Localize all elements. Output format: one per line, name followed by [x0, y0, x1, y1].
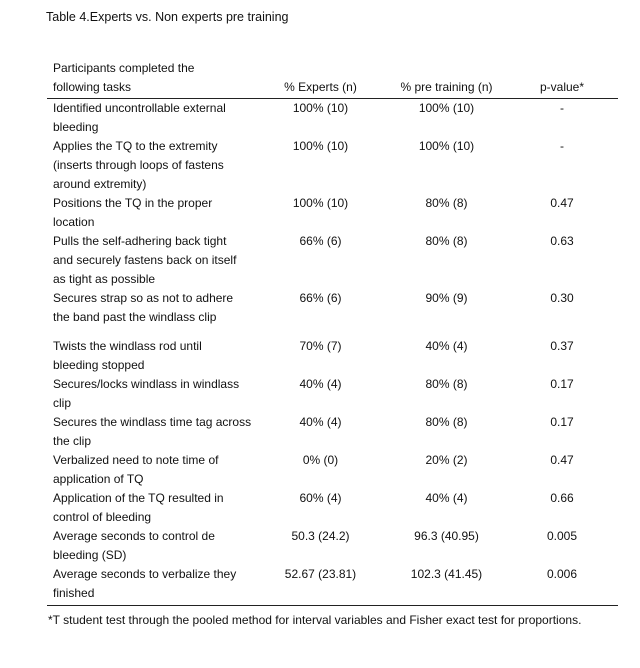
table-row: [47, 375, 618, 413]
p-value-cell: 0.17: [550, 415, 574, 429]
experts-cell: 60% (4): [299, 491, 342, 505]
task-line: Positions the TQ in the proper: [53, 196, 213, 210]
task-line: Secures/locks windlass in windlass: [53, 377, 240, 391]
table-row: [47, 99, 618, 137]
task-cell: [47, 565, 259, 603]
task-cell: [47, 289, 259, 327]
table-body: [47, 99, 618, 603]
task-cell: [47, 337, 259, 375]
task-line: Applies the TQ to the extremity: [53, 139, 218, 153]
table-row: [47, 413, 618, 451]
task-line: Twists the windlass rod until: [53, 339, 202, 353]
task-cell: [47, 375, 259, 413]
table-row: [47, 451, 618, 489]
table-row: [47, 337, 618, 375]
pre-training-cell: 80% (8): [425, 377, 468, 391]
task-line: Verbalized need to note time of: [53, 453, 219, 467]
header-task: [47, 59, 259, 97]
task-line: (inserts through loops of fastens: [53, 158, 224, 172]
task-line: application of TQ: [53, 472, 144, 486]
task-cell: [47, 527, 259, 565]
task-line: bleeding (SD): [53, 548, 127, 562]
header-p-value: p-value*: [539, 80, 585, 94]
pre-training-cell: 100% (10): [418, 139, 475, 153]
table-row: [47, 527, 618, 565]
task-line: Secures the windlass time tag across: [53, 415, 252, 429]
experts-cell: 50.3 (24.2): [291, 529, 350, 543]
p-value-cell: 0.005: [546, 529, 578, 543]
pre-training-cell: 80% (8): [425, 415, 468, 429]
task-line: clip: [53, 396, 72, 410]
experts-cell: 70% (7): [299, 339, 342, 353]
pre-training-cell: 102.3 (41.45): [410, 567, 483, 581]
task-line: Application of the TQ resulted in: [53, 491, 224, 505]
table-row: [47, 194, 618, 232]
table-header-row: [47, 59, 618, 99]
task-line: the clip: [53, 434, 92, 448]
task-line: control of bleeding: [53, 510, 152, 524]
task-line: Pulls the self-adhering back tight: [53, 234, 227, 248]
task-line: Secures strap so as not to adhere: [53, 291, 234, 305]
experts-cell: 100% (10): [292, 139, 349, 153]
table-bottom-rule: [47, 605, 618, 606]
p-value-cell: 0.66: [550, 491, 574, 505]
pre-training-cell: 40% (4): [425, 491, 468, 505]
experts-cell: 66% (6): [299, 234, 342, 248]
experts-cell: 66% (6): [299, 291, 342, 305]
task-cell: [47, 137, 259, 194]
header-experts: % Experts (n): [284, 80, 357, 94]
pre-training-cell: 90% (9): [425, 291, 468, 305]
task-line: finished: [53, 586, 95, 600]
p-value-cell: 0.47: [550, 196, 574, 210]
task-cell: [47, 413, 259, 451]
experts-cell: 100% (10): [292, 196, 349, 210]
pre-training-cell: 80% (8): [425, 234, 468, 248]
task-line: as tight as possible: [53, 272, 156, 286]
p-value-cell: 0.37: [550, 339, 574, 353]
header-task-line1: Participants completed the: [53, 61, 195, 75]
task-line: bleeding stopped: [53, 358, 145, 372]
header-task-line2: following tasks: [53, 80, 132, 94]
p-value-cell: 0.47: [550, 453, 574, 467]
experts-cell: 52.67 (23.81): [284, 567, 357, 581]
table-row: [47, 137, 618, 194]
p-value-cell: 0.30: [550, 291, 574, 305]
task-line: Identified uncontrollable external: [53, 101, 226, 115]
task-line: Average seconds to control de: [53, 529, 215, 543]
table-caption: Table 4.Experts vs. Non experts pre training: [46, 10, 289, 24]
task-cell: [47, 99, 259, 137]
task-cell: [47, 194, 259, 232]
task-cell: [47, 489, 259, 527]
results-table: [47, 59, 618, 606]
task-cell: [47, 451, 259, 489]
p-value-cell: 0.63: [550, 234, 574, 248]
experts-cell: 0% (0): [302, 453, 339, 467]
header-pre-training: % pre training (n): [400, 80, 493, 94]
table-row: [47, 565, 618, 603]
p-value-cell: 0.006: [546, 567, 578, 581]
task-line: around extremity): [53, 177, 147, 191]
table-row: [47, 489, 618, 527]
pre-training-cell: 96.3 (40.95): [414, 529, 479, 543]
task-line: Average seconds to verbalize they: [53, 567, 237, 581]
task-line: bleeding: [53, 120, 99, 134]
experts-cell: 40% (4): [299, 415, 342, 429]
task-line: the band past the windlass clip: [53, 310, 217, 324]
p-value-cell: 0.17: [550, 377, 574, 391]
pre-training-cell: 20% (2): [425, 453, 468, 467]
task-line: location: [53, 215, 95, 229]
p-value-cell: -: [560, 139, 564, 153]
experts-cell: 40% (4): [299, 377, 342, 391]
pre-training-cell: 40% (4): [425, 339, 468, 353]
experts-cell: 100% (10): [292, 101, 349, 115]
table-footnote: *T student test through the pooled method for interval variables and Fisher exact test for proportions.: [48, 613, 582, 627]
pre-training-cell: 80% (8): [425, 196, 468, 210]
p-value-cell: -: [560, 101, 564, 115]
task-cell: [47, 232, 259, 289]
task-line: and securely fastens back on itself: [53, 253, 237, 267]
pre-training-cell: 100% (10): [418, 101, 475, 115]
table-row: [47, 232, 618, 289]
table-row: [47, 289, 618, 327]
